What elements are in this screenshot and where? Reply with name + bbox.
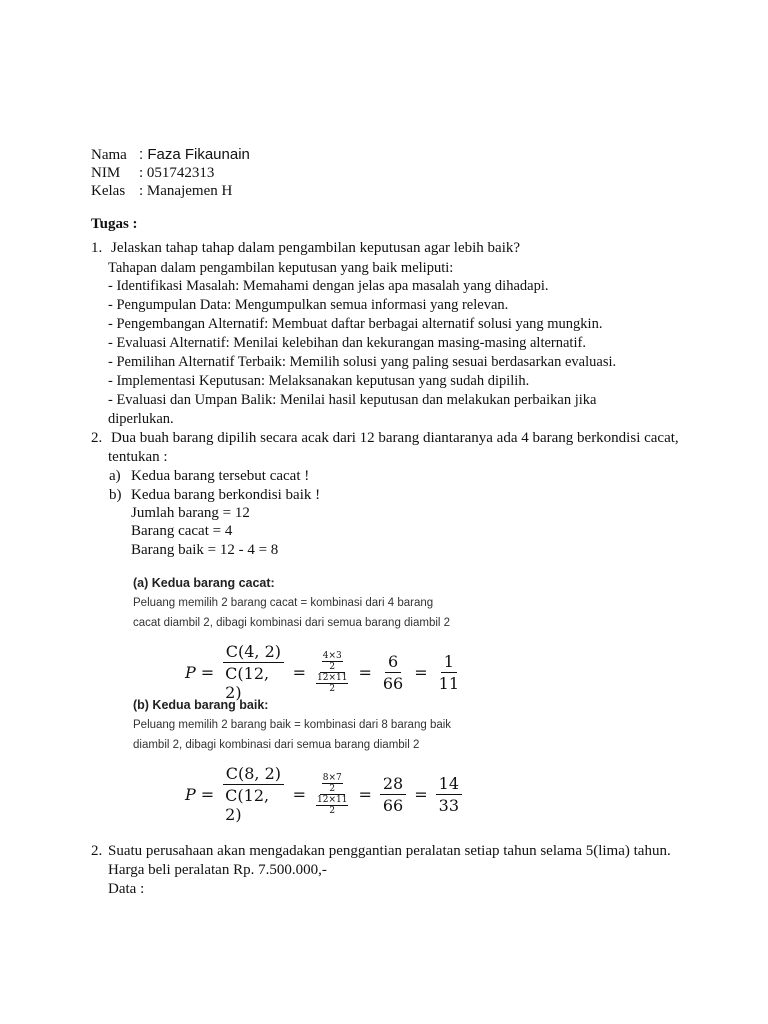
formula-b-f2-den: 66	[382, 795, 404, 815]
q3-line2: Harga beli peralatan Rp. 7.500.000,-	[108, 862, 327, 878]
tugas-heading: Tugas :	[91, 216, 138, 232]
q1-item: - Implementasi Keputusan: Melaksanakan keputusan yang sudah dipilih.	[108, 373, 530, 389]
formula-b-main-fraction	[222, 764, 284, 824]
formula-a-den: C(12, 2)	[225, 664, 270, 702]
formula-a-nested-den	[314, 673, 350, 694]
formula-a-main-fraction	[222, 642, 284, 702]
formula-b-f3-num: 14	[436, 774, 462, 795]
q2-number: 2.	[91, 430, 103, 446]
solution-b-line2: diambil 2, dibagi kombinasi dari semua barang diambil 2	[133, 739, 420, 751]
q1-item: - Evaluasi dan Umpan Balik: Menilai hasil keputusan dan melakukan perbaikan jika	[108, 392, 597, 408]
formula-a-eq3: =	[358, 662, 372, 682]
formula-b-fraction-2	[380, 774, 406, 815]
q1-item: - Pengembangan Alternatif: Membuat daftar berbagai alternatif solusi yang mungkin.	[108, 316, 603, 332]
q1-question: Jelaskan tahap tahap dalam pengambilan keputusan agar lebih baik?	[111, 240, 521, 256]
q2-jumlah: Jumlah barang = 12	[131, 505, 250, 521]
formula-b-eq3: =	[358, 784, 372, 804]
q2-part-b: Kedua barang berkondisi baik !	[131, 487, 321, 503]
nama-label: Nama	[91, 147, 127, 163]
formula-a-num: C(4, 2)	[223, 642, 284, 663]
formula-b-nested-num	[320, 773, 345, 795]
formula-b-nested-den	[314, 795, 350, 816]
solution-image	[125, 570, 465, 824]
formula-b-nested-den-top: 12×11	[317, 794, 348, 805]
formula-a-p: P	[185, 662, 196, 682]
kelas-label: Kelas	[91, 183, 126, 199]
q2-part-a-label: a)	[109, 468, 121, 484]
formula-a-fraction-2	[380, 652, 406, 693]
formula-b-eq4: =	[414, 784, 428, 804]
q2-part-b-label: b)	[109, 487, 122, 503]
q2-baik: Barang baik = 12 - 4 = 8	[131, 542, 279, 558]
q3-line1: Suatu perusahaan akan mengadakan penggantian peralatan setiap tahun selama 5(lima) tahun.	[108, 843, 671, 859]
q1-item: - Identifikasi Masalah: Memahami dengan jelas apa masalah yang dihadapi.	[108, 278, 549, 294]
formula-b-f3-den: 33	[438, 795, 459, 815]
formula-b-eq: =	[200, 784, 215, 804]
q1-item: diperlukan.	[108, 411, 174, 427]
solution-a-line1: Peluang memilih 2 barang cacat = kombinasi dari 4 barang	[133, 597, 434, 609]
nama-row	[91, 145, 250, 165]
formula-a-f3-num: 1	[441, 652, 457, 673]
q1-intro: Tahapan dalam pengambilan keputusan yang baik meliputi:	[108, 260, 454, 276]
formula-a-nested-num-bot: 2	[329, 661, 336, 672]
nim-label: NIM	[91, 165, 121, 181]
formula-a-nested-fraction	[314, 651, 350, 694]
formula-b	[185, 764, 465, 824]
nama-value: : Faza Fikaunain	[139, 146, 250, 163]
q1-item: - Pemilihan Alternatif Terbaik: Memilih solusi yang paling sesuai berdasarkan evaluasi.	[108, 354, 617, 370]
formula-b-fraction-3	[436, 774, 462, 815]
formula-a-eq4: =	[414, 662, 428, 682]
formula-a-eq2: =	[292, 662, 307, 682]
formula-a-nested-num	[320, 651, 345, 673]
formula-a-fraction-3	[436, 652, 462, 693]
q3-line3: Data :	[108, 881, 145, 897]
q3-number: 2.	[91, 843, 103, 859]
formula-a-f2-num: 6	[385, 652, 401, 673]
formula-b-eq2: =	[292, 784, 307, 804]
formula-a-eq: =	[200, 662, 215, 682]
nim-value: : 051742313	[139, 165, 215, 181]
solution-a-line2: cacat diambil 2, dibagi kombinasi dari semua barang diambil 2	[133, 617, 451, 629]
formula-a-nested-den-bot: 2	[329, 683, 336, 694]
formula-b-nested-num-top: 8×7	[322, 772, 342, 783]
formula-a	[185, 642, 465, 702]
formula-b-f2-num: 28	[380, 774, 406, 795]
formula-b-nested-fraction	[314, 773, 350, 816]
solution-a-heading: (a) Kedua barang cacat:	[133, 576, 275, 590]
formula-b-nested-den-bot: 2	[329, 805, 336, 816]
formula-b-num: C(8, 2)	[223, 764, 284, 785]
formula-a-f2-den: 66	[382, 673, 404, 693]
formula-b-p: P	[185, 784, 196, 804]
nim-row	[91, 164, 214, 183]
q1-number: 1.	[91, 240, 103, 256]
formula-b-nested-num-bot: 2	[329, 783, 336, 794]
formula-b-den: C(12, 2)	[225, 786, 270, 824]
kelas-row	[91, 182, 232, 201]
q2-question-line1: Dua buah barang dipilih secara acak dari 12 barang diantaranya ada 4 barang berkondisi cacat,	[111, 430, 679, 446]
q1-item: - Evaluasi Alternatif: Menilai kelebihan dan kekurangan masing-masing alternatif.	[108, 335, 586, 351]
q2-cacat: Barang cacat = 4	[131, 523, 233, 539]
q2-question-line2: tentukan :	[108, 449, 168, 465]
solution-b-line1: Peluang memilih 2 barang baik = kombinasi dari 8 barang baik	[133, 719, 452, 731]
formula-a-nested-den-top: 12×11	[317, 672, 348, 683]
solution-b-heading: (b) Kedua barang baik:	[133, 698, 269, 712]
q1-item: - Pengumpulan Data: Mengumpulkan semua informasi yang relevan.	[108, 297, 509, 313]
kelas-value: : Manajemen H	[139, 183, 233, 199]
formula-a-nested-num-top: 4×3	[322, 650, 342, 661]
q2-part-a: Kedua barang tersebut cacat !	[131, 468, 310, 484]
formula-a-f3-den: 11	[438, 673, 459, 693]
